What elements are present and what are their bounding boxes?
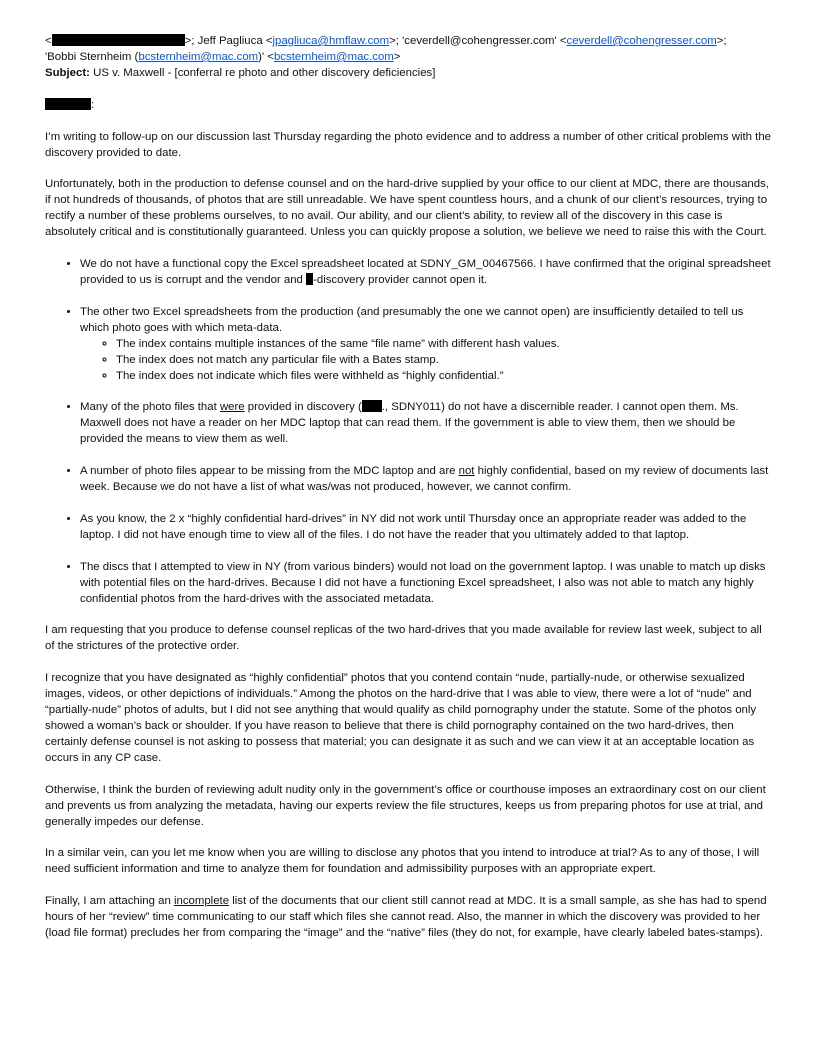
- text-fragment: We do not have a functional copy the Excel spreadsheet located at SDNY_GM_00467566. I have confirmed that the original spreadsheet provided to us is corrupt and the vendor and: [80, 258, 771, 286]
- deficiency-list: [45, 257, 773, 607]
- subject-line: [45, 66, 773, 82]
- list-item: [80, 400, 773, 448]
- list-item: [80, 464, 773, 496]
- paragraph-replica-request: I am requesting that you produce to defense counsel replicas of the two hard-drives that you made available for review last week, subject to all of the strictures of the protective order.: [45, 624, 762, 653]
- underlined-word: not: [458, 465, 475, 478]
- text-fragment: >; 'ceverdell@cohengresser.com' <: [389, 35, 567, 47]
- underlined-word: incomplete: [173, 895, 230, 908]
- sublist-item: ◦ The index does not indicate which files were withheld as “highly confidential.”: [116, 369, 773, 385]
- jeff-email-link[interactable]: jpagliuca@hmflaw.com: [272, 35, 390, 47]
- recipients-line-1: [45, 34, 773, 50]
- paragraph-trial-photos: In a similar vein, can you let me know when you are willing to disclose any photos that you intend to introduce at trial? As to any of those, I will need sufficient information and time to analyze them for foundation and admissibility purposes with an appropriate expert.: [45, 847, 760, 876]
- redaction-bar: [306, 273, 313, 285]
- list-item: • The discs that I attempted to view in NY (from various binders) would not load on the government laptop. I was unable to match up disks with potential files on the hard-drives. Because I did not have a functioning Excel spreadsheet, I also was not able to match any highly confidential photos from the hard-drives with the associated metadata.: [80, 560, 773, 608]
- redaction-bar: [45, 98, 91, 110]
- paragraph-unreadable-photos: Unfortunately, both in the production to defense counsel and on the hard-drive supplied by your office to our client at MDC, there are thousands, if not hundreds of thousands, of photos that are still unreadable. We have spent countless hours, and a chunk of our client’s resources, trying to rectify a number of these problems ourselves, to no avail. Our ability, and our client’s ability, to review all of the discovery in this case is absolutely critical and is constitutionally guaranteed. Unless you can quickly propose a solution, we believe we need to raise this with the Court.: [45, 178, 769, 239]
- redaction-bar: [52, 34, 185, 46]
- salutation: [45, 98, 773, 114]
- subject-text: US v. Maxwell - [conferral re photo and other discovery deficiencies]: [89, 66, 436, 79]
- index-issues-sublist: [80, 337, 773, 385]
- email-content: [45, 34, 773, 942]
- list-item: [80, 257, 773, 289]
- list-item: [80, 305, 773, 385]
- underlined-word: were: [219, 401, 245, 414]
- sublist-item: ◦ The index does not match any particular file with a Bates stamp.: [116, 353, 773, 369]
- ceverdell-email-link[interactable]: ceverdell@cohengresser.com: [566, 35, 717, 47]
- text-fragment: )' <: [258, 50, 274, 63]
- list-item: • As you know, the 2 x “highly confidential hard-drives” in NY did not work until Thursday once an appropriate reader was added to the laptop. I did not have enough time to view all of the files. I do not have the reader that you ultimately added to that laptop.: [80, 512, 773, 544]
- paragraph-intro: I’m writing to follow-up on our discussion last Thursday regarding the photo evidence and to address a number of other critical problems with the discovery provided to date.: [45, 130, 772, 159]
- text-fragment: <: [45, 35, 52, 47]
- bobbi-email-link-2[interactable]: bcsternheim@mac.com: [273, 50, 394, 63]
- text-fragment: provided in discovery (: [244, 401, 362, 414]
- paragraph-burden: Otherwise, I think the burden of reviewing adult nudity only in the government’s office or courthouse imposes an extraordinary cost on our client and prevents us from analyzing the metadata, having our experts review the file structures, keeps us from preparing photos for use at trial, and generally impedes our defense.: [45, 783, 766, 828]
- subject-label: Subject:: [45, 66, 90, 79]
- text-fragment: A number of photo files appear to be missing from the MDC laptop and are: [80, 465, 459, 478]
- text-fragment: highly confidential, based on my review of documents last week. Because we do not have a list of what was/was not produced, however, we cannot confirm.: [80, 465, 769, 494]
- text-fragment: The other two Excel spreadsheets from the production (and presumably the one we cannot open) are insufficiently detailed to tell us which photo goes with which meta-data.: [80, 305, 744, 334]
- text-fragment: ., SDNY011) do not have a discernible reader. I cannot open them. Ms. Maxwell does not have a reader on her MDC laptop that can read them. If the government is able to view them, then we should be provided the means to view them as well.: [80, 401, 739, 446]
- recipients-line-2: [45, 50, 773, 66]
- paragraph-highly-confidential: I recognize that you have designated as “highly confidential” photos that you contend contain “nude, partially-nude, or otherwise sexualized images, videos, or other depictions of individuals.” Among the photos on the hard-drive that I was able to view, there were a lot of “nude” and “partially-nude” photos of adults, but I did not see anything that would qualify as child pornography under the statute. Some of the photos only showed a woman’s back or shoulder. If you have reason to believe that there is child pornography contained on the two hard-drives, then certainly defense counsel is not asking to possess that material; you can designate it as such and we can view it at an acceptable location as occurs in any CP case.: [45, 672, 757, 764]
- text-fragment: Finally, I am attaching an: [45, 895, 174, 908]
- paragraph-attachment: [45, 894, 773, 942]
- text-fragment: 'Bobbi Sternheim (: [45, 50, 139, 63]
- text-fragment: list of the documents that our client still cannot read at MDC. It is a small sample, as she has had to spend hours of her “review” time communicating to our staff which files she cannot read. Also, the manner in which the discovery was provided to her (load file format) precludes her from comparing the “image” and the “native” files (they do not, for example, have clearly labeled bates-stamps).: [45, 895, 767, 940]
- text-fragment: >; Jeff Pagliuca <: [184, 35, 273, 47]
- text-fragment: >: [393, 50, 401, 63]
- text-fragment: -discovery provider cannot open it.: [313, 273, 488, 286]
- sublist-item: ◦ The index contains multiple instances of the same “file name” with different hash values.: [116, 337, 773, 353]
- redaction-bar: [362, 400, 382, 412]
- text-fragment: :: [91, 98, 95, 111]
- bobbi-email-link-1[interactable]: bcsternheim@mac.com: [138, 50, 259, 63]
- text-fragment: >;: [716, 35, 727, 47]
- text-fragment: Many of the photo files that: [80, 401, 220, 414]
